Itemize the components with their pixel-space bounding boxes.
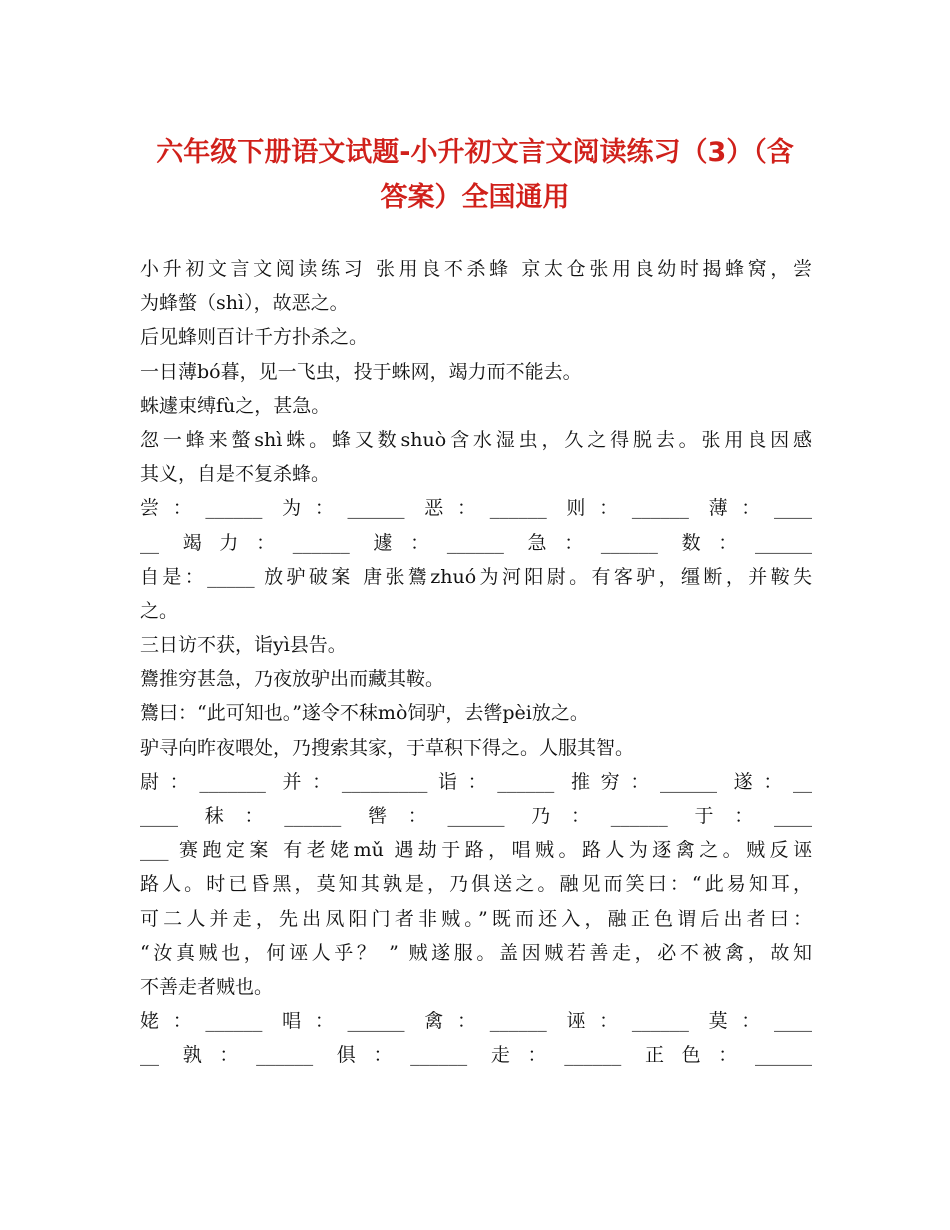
title-line-2: 答案）全国通用 <box>380 182 570 213</box>
text-line: 一日薄bó暮，见一飞虫，投于蛛网，竭力而不能去。 <box>140 360 582 383</box>
text-line: 后见蜂则百计千方扑杀之。 <box>140 326 369 349</box>
text-line: 可二人并走，先出凤阳门者非贼。”既而还入，融正色谓后出者曰： <box>140 907 812 930</box>
text-line: 蛛遽束缚fù之，甚急。 <box>140 394 331 417</box>
title-line-1: 六年级下册语文试题-小升初文言文阅读练习（3）（含 <box>156 137 794 168</box>
exercise-line: ____ 秣：______ 辔：______ 乃：______ 于：____ <box>140 805 812 827</box>
text-line: 自是：_____ 放驴破案 唐张鷟zhuó为河阳尉。有客驴，缰断，并鞍失 <box>140 565 812 588</box>
text-line: 三日访不获，诣yì县告。 <box>140 634 347 657</box>
text-line: 之。 <box>140 599 179 622</box>
text-line: 驴寻向昨夜喂处，乃搜索其家，于草积下得之。人服其智。 <box>140 736 635 759</box>
text-line: 其义，自是不复杀蜂。 <box>140 463 331 486</box>
text-line: 路人。时已昏黑，莫知其孰是，乃俱送之。融见而笑曰：“此易知耳， <box>140 873 812 896</box>
text-line: 为蜂螫（shì），故恶之。 <box>140 292 349 315</box>
exercise-line: 姥：______ 唱：______ 禽：______ 诬：______ 莫：____ <box>140 1010 812 1033</box>
document-body <box>140 252 812 1073</box>
document-title <box>0 130 950 220</box>
text-line: “汝真贼也，何诬人乎？ ” 贼遂服。盖因贼若善走，必不被禽，故知 <box>140 941 812 964</box>
text-line: 鷟推穷甚急，乃夜放驴出而藏其鞍。 <box>140 668 445 691</box>
exercise-line: __ 孰：______ 俱：______ 走：______ 正色：______ <box>140 1044 812 1067</box>
exercise-line: 尉：_______ 并：_________诣：______ 推穷：______ 遂：__ <box>140 770 812 793</box>
exercise-line: 尝：______ 为：______ 恶：______ 则：______ 薄：____ <box>140 497 812 520</box>
text-line: 鷟曰：“此可知也。”遂令不秣mò饲驴，去辔pèi放之。 <box>140 702 589 725</box>
exercise-line: __ 竭力：______ 遽：______ 急：______ 数：______ <box>140 531 812 554</box>
text-line: ___ 赛跑定案 有老姥mǔ 遇劫于路，唱贼。路人为逐禽之。贼反诬 <box>140 839 812 862</box>
text-line: 忽一蜂来螫shì蛛。蜂又数shuò含水湿虫，久之得脱去。张用良因感 <box>140 428 812 451</box>
text-line: 小升初文言文阅读练习 张用良不杀蜂 京太仓张用良幼时揭蜂窝，尝 <box>140 258 812 280</box>
text-line: 不善走者贼也。 <box>140 975 274 998</box>
